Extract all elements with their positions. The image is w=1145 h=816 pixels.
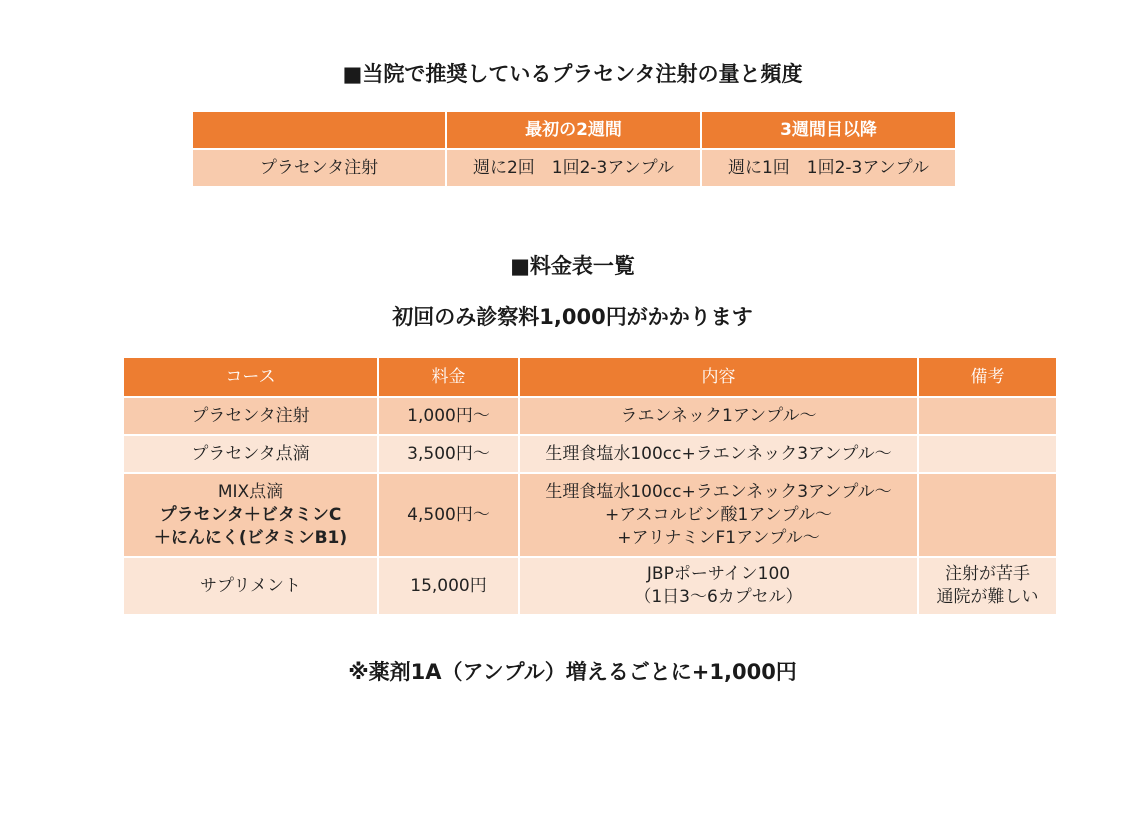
price-header-remarks: 備考: [918, 357, 1057, 397]
course-line: プラセンタ点滴: [191, 443, 310, 464]
course-line: ＋にんにく(ビタミンB1): [153, 527, 348, 548]
price-cell: 15,000円: [378, 557, 519, 615]
remarks-cell: [918, 473, 1057, 557]
price-header-price: 料金: [378, 357, 519, 397]
course-cell: [123, 397, 378, 435]
table-row: [123, 397, 1057, 435]
dose-cell-after-three-weeks: 週に1回 1回2-3アンプル: [701, 149, 956, 187]
remarks-cell: [918, 397, 1057, 435]
dose-table: [191, 110, 957, 188]
remarks-cell: [918, 435, 1057, 473]
content-cell: [519, 435, 918, 473]
price-cell: 4,500円～: [378, 473, 519, 557]
course-cell: [123, 435, 378, 473]
price-cell: 1,000円～: [378, 397, 519, 435]
table-row: [123, 557, 1057, 615]
table-row: [123, 473, 1057, 557]
content-line: ラエンネック1アンプル～: [620, 405, 817, 426]
course-line: プラセンタ＋ビタミンC: [159, 504, 342, 525]
footer-note: ※薬剤1A（アンプル）増えるごとに+1,000円: [348, 660, 797, 684]
dose-cell-first-two-weeks: 週に2回 1回2-3アンプル: [446, 149, 701, 187]
course-line: MIX点滴: [217, 481, 284, 502]
remarks-cell: [918, 557, 1057, 615]
price-section-title: ■料金表一覧: [510, 254, 635, 278]
content-line: 生理食塩水100cc+ラエンネック3アンプル～: [545, 443, 892, 464]
content-cell: [519, 557, 918, 615]
course-cell: [123, 557, 378, 615]
course-line: プラセンタ注射: [191, 405, 310, 426]
table-row: [123, 435, 1057, 473]
content-cell: [519, 397, 918, 435]
price-table-header: [123, 357, 1057, 397]
price-cell: 3,500円～: [378, 435, 519, 473]
consultation-fee-note: 初回のみ診察料1,000円がかかります: [392, 305, 753, 329]
course-line: サプリメント: [200, 575, 301, 596]
remarks-line: 通院が難しい: [936, 587, 1039, 607]
dose-header-after-three-weeks: 3週間目以降: [701, 111, 956, 149]
content-cell: [519, 473, 918, 557]
dose-section-title: ■当院で推奨しているプラセンタ注射の量と頻度: [342, 62, 803, 86]
remarks-line: 注射が苦手: [945, 564, 1030, 584]
table-row: [192, 149, 956, 187]
price-header-content: 内容: [519, 357, 918, 397]
content-line: （1日3～6カプセル）: [634, 587, 803, 607]
dose-table-header: [192, 111, 956, 149]
content-line: +アスコルビン酸1アンプル～: [604, 504, 833, 525]
price-table: [122, 356, 1058, 616]
content-line: 生理食塩水100cc+ラエンネック3アンプル～: [545, 481, 892, 502]
dose-cell-item: プラセンタ注射: [192, 149, 446, 187]
price-header-course: コース: [123, 357, 378, 397]
content-line: +アリナミンF1アンプル～: [617, 527, 820, 548]
content-line: JBPポーサイン100: [646, 564, 791, 584]
dose-header-first-two-weeks: 最初の2週間: [446, 111, 701, 149]
course-cell: [123, 473, 378, 557]
dose-header-blank: [192, 111, 446, 149]
